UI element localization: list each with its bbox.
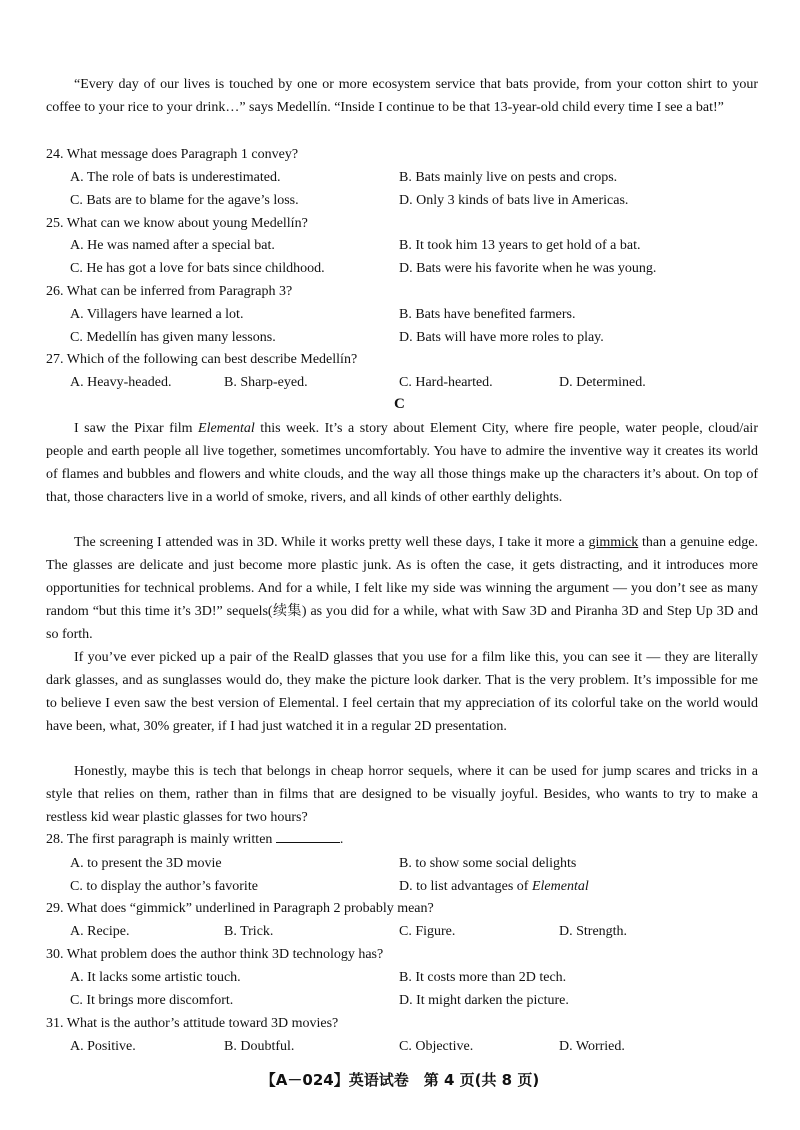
question-28-option-d: D. to list advantages of Elemental (399, 879, 589, 894)
question-26-stem: 26. What can be inferred from Paragraph 3? (46, 284, 293, 299)
question-27-option-b: B. Sharp-eyed. (224, 375, 308, 390)
question-26-option-d: D. Bats will have more roles to play. (399, 330, 604, 345)
question-29-option-a: A. Recipe. (70, 924, 130, 939)
passage-c-paragraph-4: Honestly, maybe this is tech that belongs in cheap horror sequels, where it can be used for jump scares and tricks in a style that relies on them, rather than in films that are designed to be visually joyful. Besides, who wants to try to make a restless kid wear plastic glasses for two hours? (46, 764, 758, 825)
question-28-option-b: B. to show some social delights (399, 856, 577, 871)
question-31-option-a: A. Positive. (70, 1039, 136, 1054)
question-29-option-c: C. Figure. (399, 924, 456, 939)
question-24-option-c: C. Bats are to blame for the agave’s loss. (70, 193, 299, 208)
question-30-stem: 30. What problem does the author think 3D technology has? (46, 947, 384, 962)
passage-c-paragraph-1: I saw the Pixar film Elemental this week. It’s a story about Element City, where fire people, water people, cloud/air people and earth people all live together, sometimes uncomfortably. You have to admire the inventive way it creates its world of flames and bubbles and flowers and white clouds, and the way all those things make up the characters it’s about. On top of that, those characters live in a world of smoke, rivers, and all kinds of other earthly delights. (46, 421, 758, 505)
question-28-option-c: C. to display the author’s favorite (70, 879, 258, 894)
question-24-option-d: D. Only 3 kinds of bats live in Americas. (399, 193, 629, 208)
question-29-option-b: B. Trick. (224, 924, 274, 939)
question-24-option-b: B. Bats mainly live on pests and crops. (399, 170, 618, 185)
question-31-stem: 31. What is the author’s attitude toward 3D movies? (46, 1016, 339, 1031)
question-24-option-a: A. The role of bats is underestimated. (70, 170, 281, 185)
question-26-option-c: C. Medellín has given many lessons. (70, 330, 276, 345)
question-28-stem: 28. The first paragraph is mainly written . (46, 832, 344, 847)
question-31-option-b: B. Doubtful. (224, 1039, 295, 1054)
question-25-option-d: D. Bats were his favorite when he was young. (399, 261, 657, 276)
answer-blank (276, 830, 340, 843)
question-27-stem: 27. Which of the following can best describe Medellín? (46, 352, 358, 367)
passage-c-paragraph-3: If you’ve ever picked up a pair of the RealD glasses that you use for a film like this, you can see it — they are literally dark glasses, and as sunglasses would do, they make the picture look darker. That is the very problem. It’s impossible for me to believe I even saw the best version of Elemental. I feel certain that my appreciation of its colorful take on the world would have been, what, 30% greater, if I had just watched it in a regular 2D presentation. (46, 650, 758, 734)
question-31-option-d: D. Worried. (559, 1039, 625, 1054)
question-31-option-c: C. Objective. (399, 1039, 474, 1054)
question-25-option-a: A. He was named after a special bat. (70, 238, 275, 253)
question-25-option-b: B. It took him 13 years to get hold of a bat. (399, 238, 641, 253)
question-27-option-d: D. Determined. (559, 375, 646, 390)
underlined-word-gimmick: gimmick (588, 535, 639, 550)
question-28-option-a: A. to present the 3D movie (70, 856, 222, 871)
question-24-stem: 24. What message does Paragraph 1 convey? (46, 147, 299, 162)
passage-c-paragraph-2: The screening I attended was in 3D. While it works pretty well these days, I take it more a gimmick than a genuine edge. The glasses are delicate and just become more plastic junk. As is often the case, it gets distracting, and it introduces more opportunities for technical problems. And for a while, I felt like my side was winning the argument — you don’t see as many random “but this time it’s 3D!” sequels(续集) as you did for a while, what with Saw 3D and Piranha 3D and Step Up 3D and so forth. (46, 535, 758, 642)
question-29-stem: 29. What does “gimmick” underlined in Paragraph 2 probably mean? (46, 901, 434, 916)
page-footer: 【A－024】英语试卷 第 4 页(共 8 页) (260, 1071, 540, 1089)
question-25-option-c: C. He has got a love for bats since childhood. (70, 261, 325, 276)
question-30-option-a: A. It lacks some artistic touch. (70, 970, 241, 985)
question-27-option-c: C. Hard-hearted. (399, 375, 493, 390)
question-30-option-d: D. It might darken the picture. (399, 993, 569, 1008)
question-30-option-c: C. It brings more discomfort. (70, 993, 234, 1008)
question-30-option-b: B. It costs more than 2D tech. (399, 970, 567, 985)
question-26-option-a: A. Villagers have learned a lot. (70, 307, 244, 322)
question-27-option-a: A. Heavy-headed. (70, 375, 172, 390)
question-26-option-b: B. Bats have benefited farmers. (399, 307, 576, 322)
section-c-heading: C (394, 396, 405, 412)
intro-paragraph: “Every day of our lives is touched by one or more ecosystem service that bats provide, from your cotton shirt to your coffee to your rice to your drink…” says Medellín. “Inside I continue to be that 13-year-old child every time I see a bat!” (46, 77, 758, 115)
question-29-option-d: D. Strength. (559, 924, 628, 939)
question-25-stem: 25. What can we know about young Medellín? (46, 216, 308, 231)
film-title: Elemental (198, 421, 255, 436)
